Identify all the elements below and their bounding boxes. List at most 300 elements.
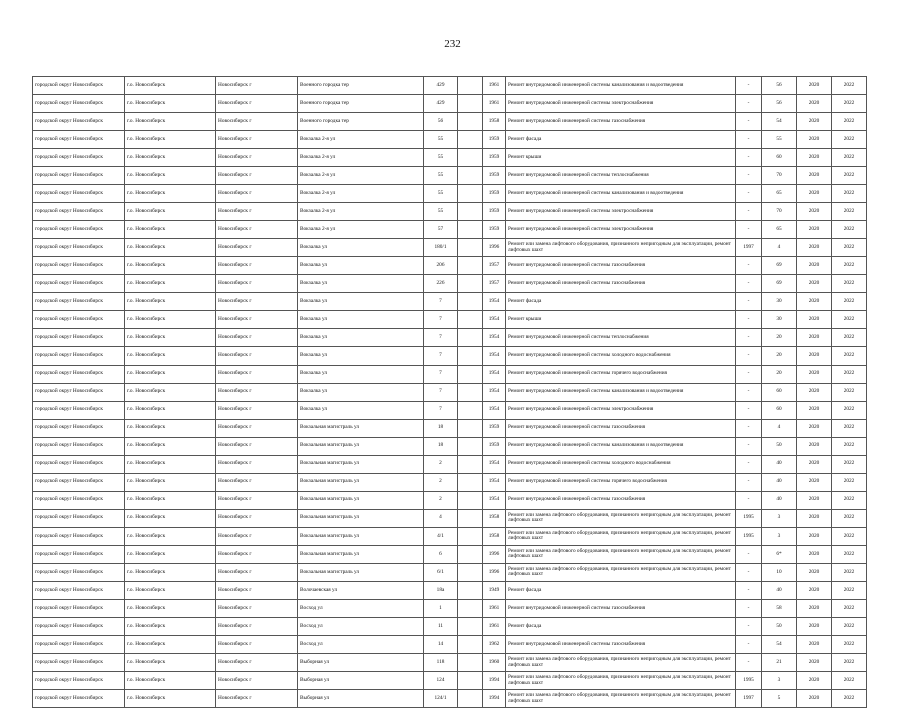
lift-year-cell: - [736,455,762,473]
house-number-cell: 2 [424,473,458,491]
municipality-cell: городской округ Новосибирск [33,527,125,545]
lift-year-cell: - [736,293,762,311]
table-row [33,599,867,617]
start-year-cell: 2020 [797,437,832,455]
municipality-cell: городской округ Новосибирск [33,437,125,455]
settlement-cell: г.о. Новосибирск [125,113,216,131]
lift-year-cell: - [736,545,762,563]
table-row [33,221,867,239]
city-cell: Новосибирск г [216,563,298,581]
house-number-cell: 7 [424,347,458,365]
year-built-cell: 1996 [483,239,506,257]
year-built-cell: 1996 [483,545,506,563]
year-built-cell: 1959 [483,167,506,185]
building-cell [458,690,483,708]
municipality-cell: городской округ Новосибирск [33,221,125,239]
city-cell: Новосибирск г [216,635,298,653]
city-cell: Новосибирск г [216,365,298,383]
lift-year-cell: - [736,473,762,491]
start-year-cell: 2020 [797,563,832,581]
work-type-cell: Ремонт или замена лифтового оборудования, признанного непригодным для эксплуатации, ремонт лифтовых шахт [506,672,736,690]
lift-year-cell: - [736,383,762,401]
start-year-cell: 2020 [797,221,832,239]
street-cell: Вокзальная магистраль ул [298,509,424,527]
house-number-cell: 7 [424,293,458,311]
building-cell [458,383,483,401]
house-number-cell: 4 [424,509,458,527]
year-built-cell: 1961 [483,617,506,635]
work-type-cell: Ремонт или замена лифтового оборудования, признанного непригодным для эксплуатации, ремонт лифтовых шахт [506,239,736,257]
work-type-cell: Ремонт внутридомовой инженерной системы газоснабжения [506,635,736,653]
table-row [33,275,867,293]
building-cell [458,275,483,293]
end-year-cell: 2022 [832,239,867,257]
house-number-cell: 18 [424,419,458,437]
wear-cell: 30 [762,311,797,329]
settlement-cell: г.о. Новосибирск [125,275,216,293]
building-cell [458,95,483,113]
house-number-cell: 206 [424,257,458,275]
settlement-cell: г.о. Новосибирск [125,473,216,491]
work-type-cell: Ремонт внутридомовой инженерной системы канализования и водоотведения [506,77,736,95]
house-number-cell: 55 [424,149,458,167]
city-cell: Новосибирск г [216,131,298,149]
year-built-cell: 1959 [483,437,506,455]
table-body [33,77,867,708]
settlement-cell: г.о. Новосибирск [125,257,216,275]
year-built-cell: 1954 [483,401,506,419]
municipality-cell: городской округ Новосибирск [33,347,125,365]
work-type-cell: Ремонт или замена лифтового оборудования, признанного непригодным для эксплуатации, ремонт лифтовых шахт [506,545,736,563]
end-year-cell: 2022 [832,455,867,473]
start-year-cell: 2020 [797,581,832,599]
end-year-cell: 2022 [832,221,867,239]
end-year-cell: 2022 [832,672,867,690]
settlement-cell: г.о. Новосибирск [125,581,216,599]
table-row [33,654,867,672]
year-built-cell: 1954 [483,329,506,347]
end-year-cell: 2022 [832,365,867,383]
lift-year-cell: 1997 [736,239,762,257]
table-row [33,203,867,221]
end-year-cell: 2022 [832,77,867,95]
lift-year-cell: 1995 [736,509,762,527]
work-type-cell: Ремонт или замена лифтового оборудования, признанного непригодным для эксплуатации, ремонт лифтовых шахт [506,509,736,527]
table-row [33,347,867,365]
house-number-cell: 7 [424,311,458,329]
wear-cell: 60 [762,401,797,419]
municipality-cell: городской округ Новосибирск [33,545,125,563]
city-cell: Новосибирск г [216,545,298,563]
end-year-cell: 2022 [832,437,867,455]
house-number-cell: 57 [424,221,458,239]
municipality-cell: городской округ Новосибирск [33,95,125,113]
municipality-cell: городской округ Новосибирск [33,383,125,401]
end-year-cell: 2022 [832,509,867,527]
building-cell [458,473,483,491]
year-built-cell: 1958 [483,509,506,527]
start-year-cell: 2020 [797,690,832,708]
lift-year-cell: - [736,437,762,455]
building-cell [458,365,483,383]
work-type-cell: Ремонт внутридомовой инженерной системы теплоснабжения [506,329,736,347]
end-year-cell: 2022 [832,581,867,599]
work-type-cell: Ремонт внутридомовой инженерной системы газоснабжения [506,491,736,509]
house-number-cell: 55 [424,185,458,203]
city-cell: Новосибирск г [216,455,298,473]
year-built-cell: 1958 [483,113,506,131]
start-year-cell: 2020 [797,275,832,293]
work-type-cell: Ремонт внутридомовой инженерной системы электроснабжения [506,401,736,419]
city-cell: Новосибирск г [216,690,298,708]
street-cell: Вокзалка ул [298,365,424,383]
city-cell: Новосибирск г [216,473,298,491]
table-row [33,527,867,545]
start-year-cell: 2020 [797,545,832,563]
lift-year-cell: - [736,635,762,653]
work-type-cell: Ремонт внутридомовой инженерной системы канализования и водоотведения [506,185,736,203]
settlement-cell: г.о. Новосибирск [125,672,216,690]
city-cell: Новосибирск г [216,383,298,401]
end-year-cell: 2022 [832,329,867,347]
building-cell [458,401,483,419]
municipality-cell: городской округ Новосибирск [33,654,125,672]
house-number-cell: 429 [424,77,458,95]
work-type-cell: Ремонт крыши [506,311,736,329]
end-year-cell: 2022 [832,347,867,365]
settlement-cell: г.о. Новосибирск [125,131,216,149]
end-year-cell: 2022 [832,545,867,563]
start-year-cell: 2020 [797,257,832,275]
building-cell [458,617,483,635]
lift-year-cell: 1997 [736,690,762,708]
settlement-cell: г.о. Новосибирск [125,491,216,509]
wear-cell: 4 [762,239,797,257]
street-cell: Вокзалка 2-я ул [298,185,424,203]
wear-cell: 40 [762,473,797,491]
settlement-cell: г.о. Новосибирск [125,690,216,708]
house-number-cell: 6/1 [424,563,458,581]
building-cell [458,509,483,527]
house-number-cell: 2 [424,455,458,473]
work-type-cell: Ремонт фасада [506,131,736,149]
street-cell: Вокзальная магистраль ул [298,455,424,473]
year-built-cell: 1954 [483,491,506,509]
year-built-cell: 1954 [483,347,506,365]
city-cell: Новосибирск г [216,491,298,509]
year-built-cell: 1954 [483,311,506,329]
end-year-cell: 2022 [832,131,867,149]
wear-cell: 3 [762,527,797,545]
table-row [33,563,867,581]
year-built-cell: 1957 [483,275,506,293]
city-cell: Новосибирск г [216,654,298,672]
house-number-cell: 124/1 [424,690,458,708]
start-year-cell: 2020 [797,455,832,473]
wear-cell: 60 [762,149,797,167]
wear-cell: 10 [762,563,797,581]
work-type-cell: Ремонт внутридомовой инженерной системы электроснабжения [506,221,736,239]
building-cell [458,419,483,437]
start-year-cell: 2020 [797,365,832,383]
wear-cell: 54 [762,635,797,653]
year-built-cell: 1954 [483,293,506,311]
end-year-cell: 2022 [832,599,867,617]
municipality-cell: городской округ Новосибирск [33,239,125,257]
lift-year-cell: - [736,365,762,383]
start-year-cell: 2020 [797,311,832,329]
city-cell: Новосибирск г [216,509,298,527]
street-cell: Волочаевская ул [298,581,424,599]
end-year-cell: 2022 [832,617,867,635]
start-year-cell: 2020 [797,167,832,185]
work-type-cell: Ремонт фасада [506,581,736,599]
municipality-cell: городской округ Новосибирск [33,509,125,527]
lift-year-cell: - [736,563,762,581]
lift-year-cell: - [736,654,762,672]
end-year-cell: 2022 [832,203,867,221]
start-year-cell: 2020 [797,509,832,527]
work-type-cell: Ремонт внутридомовой инженерной системы холодного водоснабжения [506,455,736,473]
municipality-cell: городской округ Новосибирск [33,563,125,581]
municipality-cell: городской округ Новосибирск [33,617,125,635]
city-cell: Новосибирск г [216,347,298,365]
settlement-cell: г.о. Новосибирск [125,239,216,257]
work-type-cell: Ремонт или замена лифтового оборудования, признанного непригодным для эксплуатации, ремонт лифтовых шахт [506,527,736,545]
end-year-cell: 2022 [832,419,867,437]
work-type-cell: Ремонт внутридомовой инженерной системы газоснабжения [506,419,736,437]
wear-cell: 4 [762,419,797,437]
settlement-cell: г.о. Новосибирск [125,329,216,347]
end-year-cell: 2022 [832,383,867,401]
street-cell: Выборная ул [298,654,424,672]
work-type-cell: Ремонт внутридомовой инженерной системы горячего водоснабжения [506,365,736,383]
house-number-cell: 118 [424,654,458,672]
wear-cell: 58 [762,599,797,617]
street-cell: Восход ул [298,599,424,617]
lift-year-cell: - [736,167,762,185]
municipality-cell: городской округ Новосибирск [33,293,125,311]
table-row [33,149,867,167]
start-year-cell: 2020 [797,527,832,545]
city-cell: Новосибирск г [216,221,298,239]
settlement-cell: г.о. Новосибирск [125,293,216,311]
wear-cell: 40 [762,491,797,509]
street-cell: Восход ул [298,635,424,653]
building-cell [458,149,483,167]
work-type-cell: Ремонт или замена лифтового оборудования, признанного непригодным для эксплуатации, ремонт лифтовых шахт [506,654,736,672]
city-cell: Новосибирск г [216,113,298,131]
settlement-cell: г.о. Новосибирск [125,617,216,635]
municipality-cell: городской округ Новосибирск [33,275,125,293]
wear-cell: 60 [762,383,797,401]
year-built-cell: 1961 [483,599,506,617]
table-row [33,329,867,347]
end-year-cell: 2022 [832,275,867,293]
table-row [33,672,867,690]
start-year-cell: 2020 [797,347,832,365]
building-cell [458,455,483,473]
lift-year-cell: - [736,131,762,149]
settlement-cell: г.о. Новосибирск [125,95,216,113]
start-year-cell: 2020 [797,491,832,509]
building-cell [458,347,483,365]
house-number-cell: 7 [424,365,458,383]
start-year-cell: 2020 [797,599,832,617]
street-cell: Вокзалка ул [298,275,424,293]
lift-year-cell: - [736,185,762,203]
capital-repair-table [32,76,867,708]
year-built-cell: 1996 [483,563,506,581]
year-built-cell: 1961 [483,77,506,95]
wear-cell: 40 [762,581,797,599]
city-cell: Новосибирск г [216,617,298,635]
street-cell: Вокзальная магистраль ул [298,545,424,563]
year-built-cell: 1949 [483,581,506,599]
end-year-cell: 2022 [832,293,867,311]
wear-cell: 50 [762,437,797,455]
city-cell: Новосибирск г [216,401,298,419]
house-number-cell: 56 [424,113,458,131]
building-cell [458,311,483,329]
table-row [33,635,867,653]
end-year-cell: 2022 [832,690,867,708]
lift-year-cell: - [736,347,762,365]
year-built-cell: 1959 [483,149,506,167]
work-type-cell: Ремонт внутридомовой инженерной системы горячего водоснабжения [506,473,736,491]
street-cell: Вокзалка 2-я ул [298,167,424,185]
table-row [33,311,867,329]
table-row [33,113,867,131]
year-built-cell: 1959 [483,131,506,149]
street-cell: Военного городка тер [298,77,424,95]
lift-year-cell: - [736,419,762,437]
settlement-cell: г.о. Новосибирск [125,77,216,95]
table-row [33,293,867,311]
street-cell: Вокзалка ул [298,257,424,275]
lift-year-cell: 1995 [736,527,762,545]
city-cell: Новосибирск г [216,149,298,167]
street-cell: Вокзальная магистраль ул [298,491,424,509]
year-built-cell: 1994 [483,672,506,690]
city-cell: Новосибирск г [216,599,298,617]
table-row [33,455,867,473]
city-cell: Новосибирск г [216,185,298,203]
municipality-cell: городской округ Новосибирск [33,419,125,437]
house-number-cell: 1 [424,599,458,617]
start-year-cell: 2020 [797,293,832,311]
street-cell: Вокзальная магистраль ул [298,437,424,455]
start-year-cell: 2020 [797,329,832,347]
start-year-cell: 2020 [797,95,832,113]
street-cell: Военного городка тер [298,95,424,113]
start-year-cell: 2020 [797,473,832,491]
municipality-cell: городской округ Новосибирск [33,257,125,275]
year-built-cell: 1954 [483,455,506,473]
lift-year-cell: - [736,113,762,131]
municipality-cell: городской округ Новосибирск [33,131,125,149]
municipality-cell: городской округ Новосибирск [33,113,125,131]
house-number-cell: 18 [424,437,458,455]
year-built-cell: 1959 [483,221,506,239]
settlement-cell: г.о. Новосибирск [125,167,216,185]
table-row [33,437,867,455]
lift-year-cell: - [736,329,762,347]
table-row [33,167,867,185]
building-cell [458,185,483,203]
table-row [33,617,867,635]
table-row [33,473,867,491]
table-row [33,257,867,275]
wear-cell: 70 [762,167,797,185]
start-year-cell: 2020 [797,654,832,672]
table-row [33,545,867,563]
end-year-cell: 2022 [832,95,867,113]
municipality-cell: городской округ Новосибирск [33,672,125,690]
year-built-cell: 1957 [483,257,506,275]
house-number-cell: 226 [424,275,458,293]
building-cell [458,672,483,690]
city-cell: Новосибирск г [216,167,298,185]
work-type-cell: Ремонт внутридомовой инженерной системы газоснабжения [506,113,736,131]
table-row [33,419,867,437]
wear-cell: 65 [762,185,797,203]
settlement-cell: г.о. Новосибирск [125,185,216,203]
municipality-cell: городской округ Новосибирск [33,401,125,419]
building-cell [458,221,483,239]
settlement-cell: г.о. Новосибирск [125,401,216,419]
building-cell [458,239,483,257]
wear-cell: 5 [762,690,797,708]
work-type-cell: Ремонт внутридомовой инженерной системы газоснабжения [506,599,736,617]
year-built-cell: 1959 [483,419,506,437]
lift-year-cell: - [736,77,762,95]
building-cell [458,77,483,95]
table-row [33,185,867,203]
work-type-cell: Ремонт крыши [506,149,736,167]
start-year-cell: 2020 [797,149,832,167]
street-cell: Вокзалка ул [298,401,424,419]
table-row [33,365,867,383]
house-number-cell: 7 [424,401,458,419]
wear-cell: 69 [762,275,797,293]
city-cell: Новосибирск г [216,275,298,293]
city-cell: Новосибирск г [216,257,298,275]
building-cell [458,635,483,653]
end-year-cell: 2022 [832,185,867,203]
municipality-cell: городской округ Новосибирск [33,149,125,167]
municipality-cell: городской округ Новосибирск [33,311,125,329]
end-year-cell: 2022 [832,167,867,185]
start-year-cell: 2020 [797,672,832,690]
city-cell: Новосибирск г [216,581,298,599]
table-row [33,383,867,401]
lift-year-cell: - [736,275,762,293]
street-cell: Вокзалка ул [298,383,424,401]
work-type-cell: Ремонт внутридомовой инженерной системы холодного водоснабжения [506,347,736,365]
settlement-cell: г.о. Новосибирск [125,563,216,581]
page-number: 232 [444,38,461,50]
street-cell: Вокзальная магистраль ул [298,473,424,491]
wear-cell: 56 [762,95,797,113]
street-cell: Вокзальная магистраль ул [298,563,424,581]
wear-cell: 56 [762,77,797,95]
work-type-cell: Ремонт внутридомовой инженерной системы канализования и водоотведения [506,383,736,401]
settlement-cell: г.о. Новосибирск [125,311,216,329]
wear-cell: 65 [762,221,797,239]
municipality-cell: городской округ Новосибирск [33,473,125,491]
year-built-cell: 1954 [483,365,506,383]
